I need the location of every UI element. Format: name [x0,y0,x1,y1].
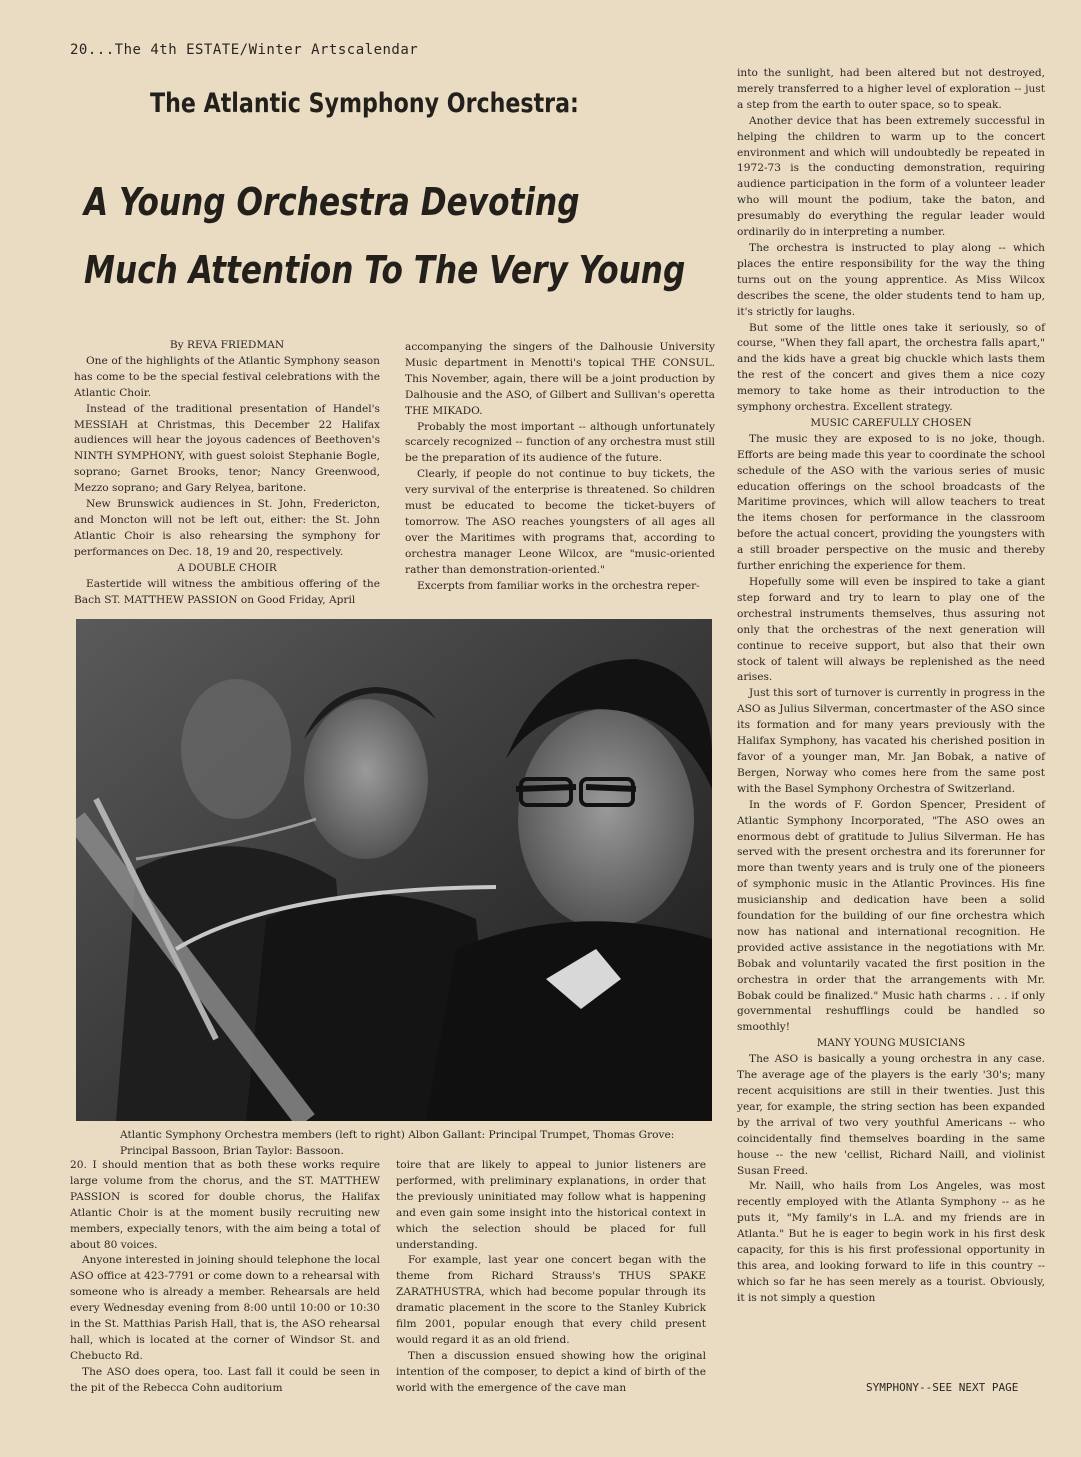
subhead: A DOUBLE CHOIR [177,561,277,574]
paragraph: Just this sort of turnover is currently in progress in the ASO as Julius Silverman, concertmaster of the ASO since its formation and for many years previously with the Halifax Symphony, has vacated his cherished position in favor of a younger man, Mr. Jan Bobak, a native of Bergen, Norway who comes here from the same post with the Basel Symphony Orchestra of Switzerland. [737,687,1045,795]
paragraph: accompanying the singers of the Dalhousie University Music department in Menotti's topical THE CONSUL. This November, again, there will be a joint production by Dalhousie and the ASO, of Gilbert and Sullivan's operetta THE MIKADO. [405,341,715,417]
article-headline [84,168,724,304]
paragraph: Then a discussion ensued showing how the original intention of the composer, to depict a kind of birth of the world with the emergence of the cave man [396,1349,706,1394]
paragraph: In the words of F. Gordon Spencer, President of Atlantic Symphony Incorporated, "The ASO owes an enormous debt of gratitude to Julius Silverman. He has served with the present orchestra and its forerunner for more than twenty years and is truly one of the pioneers of symphonic music in the Atlantic Provinces. His fine musicianship and dedication have been a solid foundation for the building of our fine orchestra which now has national and international recognition. He provided active assistance in the negotiations with Mr. Bobak and voluntarily vacated the first position in the orchestra in order that the arrangements with Mr. Bobak could be finalized." Music hath charms . . . if only governmental reshufflings could be handled so smoothly! [737,798,1045,1034]
paragraph: Clearly, if people do not continue to buy tickets, the very survival of the enterprise is threatened. So children must be educated to become the ticket-buyers of tomorrow. The ASO reaches youngsters of all ages all over the Maritimes with programs that, according to orchestra manager Leone Wilcox, are "music-oriented rather than demonstration-oriented." [405,468,715,576]
paragraph: For example, last year one concert began with the theme from Richard Strauss's THUS SPAKE ZARATHUSTRA, which had become popular through its dramatic placement in the score to the Stanley Kubrick film 2001, popular enough that every child present would regard it as an old friend. [396,1254,706,1346]
paragraph: Excerpts from familiar works in the orchestra reper- [417,579,700,592]
paragraph: Mr. Naill, who hails from Los Angeles, was most recently employed with the Atlanta Symphony -- as he puts it, "My family's in L.A. and my friends are in Atlanta." But he is eager to begin work in his first desk capacity, for this is his first professional opportunity in this area, and looking forward to life in this country -- which so far he has seen merely as a tourist. Obviously, it is not simply a question [737,1180,1045,1304]
orchestra-photo [76,619,712,1121]
paragraph: Instead of the traditional presentation of Handel's MESSIAH at Christmas, this December 22 Halifax audiences will hear the joyous cadences of Beethoven's NINTH SYMPHONY, with guest soloist Stephanie Bogle, soprano; Garnet Brooks, tenor; Nancy Greenwood, Mezzo soprano; and Gary Relyea, baritone. [74,402,380,495]
headline-line-2: Much Attention To The Very Young [84,248,686,292]
paragraph: One of the highlights of the Atlantic Symphony season has come to be the special festival celebrations with the Atlantic Choir. [74,354,380,399]
byline: By REVA FRIEDMAN [169,339,285,351]
paragraph: Hopefully some will even be inspired to take a giant step forward and try to learn to play one of the orchestral instruments themselves, thus assuring not only that the orchestras of the next generation will continue to receive support, but also that their own stock of talent will always be replenished as the need arises. [737,576,1045,684]
jump-line: SYMPHONY--SEE NEXT PAGE [866,1381,1019,1394]
column-2-top [405,340,715,595]
column-1-bottom [70,1158,380,1397]
headline-line-1: A Young Orchestra Devoting [84,180,580,224]
paragraph: The orchestra is instructed to play along -- which places the entire responsibility for the way the thing turns out on the young apprentice. As Miss Wilcox describes the scene, the older students tend to ham up, it's strictly for laughs. [737,241,1045,318]
paragraph: Another device that has been extremely successful in helping the children to warm up to the concert environment and which will undoubtedly be repeated in 1972-73 is the conducting demonstration, requiring audience participation in the form of a volunteer leader who will mount the podium, take the baton, and presumably do everything the regular leader would ordinarily do in interpreting a number. [737,114,1045,239]
paragraph: Probably the most important -- although unfortunately scarcely recognized -- function of any orchestra must still be the preparation of its audience of the future. [405,420,715,465]
paragraph: The music they are exposed to is no joke, though. Efforts are being made this year to coordinate the school schedule of the ASO with the various series of music education offerings on the school broadcasts of the Maritime provinces, which will allow teachers to treat the items chosen for performance in the classroom before the actual concert, providing the youngsters with a still broader perspective on the music and thereby further enriching the experience for them. [737,432,1045,573]
column-2-bottom [396,1158,706,1397]
paragraph: The ASO does opera, too. Last fall it could be seen in the pit of the Rebecca Cohn auditorium [70,1365,380,1394]
paragraph: The ASO is basically a young orchestra in any case. The average age of the players is the early '30's; many recent acquisitions are still in their twenties. Just this year, for example, the string section has been expanded by the arrival of two very youthful Americans -- who coincidentally find themselves boarding in the same house -- the new 'cellist, Richard Naill, and violinist Susan Freed. [737,1053,1045,1177]
photo-caption: Atlantic Symphony Orchestra members (left to right) Albon Gallant: Principal Trumpet, Thomas Grove: Principal Bassoon, Brian Taylor: Bassoon. [120,1129,675,1157]
article-kicker: The Atlantic Symphony Orchestra: [150,88,579,119]
subhead: MUSIC CAREFULLY CHOSEN [810,416,972,429]
paragraph: Eastertide will witness the ambitious offering of the Bach ST. MATTHEW PASSION on Good Friday, April [74,577,380,606]
column-3 [737,66,1045,1307]
paragraph: But some of the little ones take it seriously, so of course, "When they fall apart, the orchestra falls apart," and the kids have a great big chuckle which lasts them the rest of the concert and gives them a nice cozy memory to take home as their introduction to the symphony orchestra. Excellent strategy. [737,321,1045,414]
paragraph: toire that are likely to appeal to junior listeners are performed, with preliminary explanations, in order that the previously uninitiated may follow what is happening and even gain some insight into the historical context in which the selection should be placed for full understanding. [396,1159,706,1251]
paragraph: into the sunlight, had been altered but not destroyed, merely transferred to a higher level of exploration -- just a step from the earth to outer space, so to speak. [737,67,1045,111]
paragraph: New Brunswick audiences in St. John, Fredericton, and Moncton will not be left out, either: the St. John Atlantic Choir is also rehearsing the symphony for performances on Dec. 18, 19 and 20, respectively. [74,498,380,558]
paragraph: 20. I should mention that as both these works require large volume from the chorus, and the ST. MATTHEW PASSION is scored for double chorus, the Halifax Atlantic Choir is at the moment busily recruiting new members, expecially tenors, with the aim being a total of about 80 voices. [70,1159,380,1251]
photo-illustration [76,619,712,1121]
column-1-top [74,338,380,608]
running-head: 20...The 4th ESTATE/Winter Artscalendar [70,42,419,58]
paragraph: Anyone interested in joining should telephone the local ASO office at 423-7791 or come down to a rehearsal with someone who is already a member. Rehearsals are held every Wednesday evening from 8:00 until 10:00 or 10:30 in the St. Matthias Parish Hall, that is, the ASO rehearsal hall, which is located at the corner of Windsor St. and Chebucto Rd. [70,1254,380,1362]
subhead: MANY YOUNG MUSICIANS [816,1037,966,1050]
